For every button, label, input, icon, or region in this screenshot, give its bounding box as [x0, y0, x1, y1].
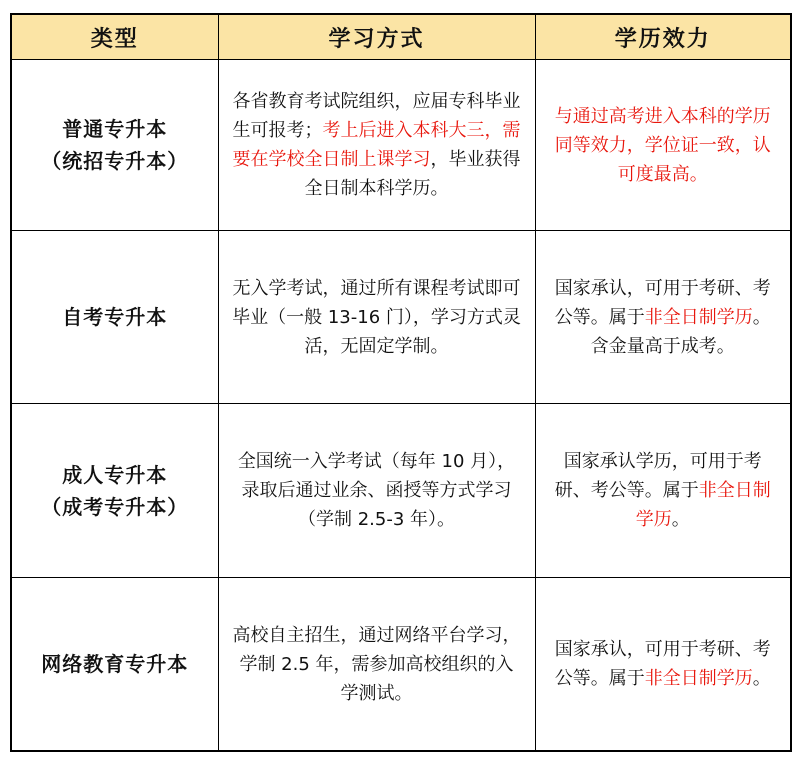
validity-text-end: 。 — [752, 668, 771, 689]
table-header-row — [11, 14, 791, 60]
type-cell — [11, 60, 218, 231]
header-degree-validity: 学历效力 — [535, 14, 791, 60]
validity-text: 国家承认，可用于考研、考公等。属于 — [554, 277, 771, 328]
type-label: 普通专升本 （统招专升本） — [41, 117, 189, 173]
validity-highlight: 非全日制学历 — [635, 480, 771, 530]
comparison-table — [10, 13, 792, 752]
table-row — [11, 578, 791, 752]
method-text: 高校自主招生，通过网络平台学习，学制 2.5 年，需参加高校组织的入学测试。 — [232, 624, 521, 704]
validity-text-end: 。含金量高于成考。 — [590, 306, 771, 357]
study-method-cell — [218, 578, 535, 752]
method-text-end: ，毕业获得全日制本科学历。 — [304, 149, 521, 199]
type-label: 成人专升本 （成考专升本） — [41, 462, 189, 519]
table-row — [11, 231, 791, 404]
method-highlight: 考上后进入本科大三，需要在学校全日制上课学习 — [232, 120, 521, 170]
validity-cell — [535, 578, 791, 752]
validity-highlight: 非全日制学历 — [644, 306, 753, 328]
validity-cell — [535, 60, 791, 231]
method-text: 全国统一入学考试（每年 10 月），录取后通过业余、函授等方式学习（学制 2.5-3 年）。 — [237, 451, 516, 530]
validity-highlight: 非全日制学历 — [644, 668, 753, 689]
validity-text-end: 。 — [671, 509, 690, 530]
type-cell — [11, 578, 218, 752]
type-cell — [11, 404, 218, 578]
study-method-cell — [218, 231, 535, 404]
validity-text: 国家承认学历，可用于考研、考公等。属于 — [554, 451, 762, 501]
table-row — [11, 404, 791, 578]
header-type: 类型 — [11, 14, 218, 60]
validity-cell — [535, 231, 791, 404]
type-cell — [11, 231, 218, 404]
header-study-method: 学习方式 — [218, 14, 535, 60]
type-label: 自考专升本 — [62, 305, 168, 329]
study-method-cell — [218, 404, 535, 578]
method-text: 各省教育考试院组织，应届专科毕业生可报考； — [232, 91, 521, 141]
validity-cell — [535, 404, 791, 578]
table-row — [11, 60, 791, 231]
type-label: 网络教育专升本 — [41, 652, 189, 676]
validity-highlight: 与通过高考进入本科的学历同等效力，学位证一致，认可度最高。 — [554, 105, 771, 185]
study-method-cell — [218, 60, 535, 231]
validity-text: 国家承认，可用于考研、考公等。属于 — [554, 639, 771, 689]
method-text: 无入学考试，通过所有课程考试即可毕业（一般 13-16 门），学习方式灵活，无固定学制。 — [232, 277, 521, 357]
